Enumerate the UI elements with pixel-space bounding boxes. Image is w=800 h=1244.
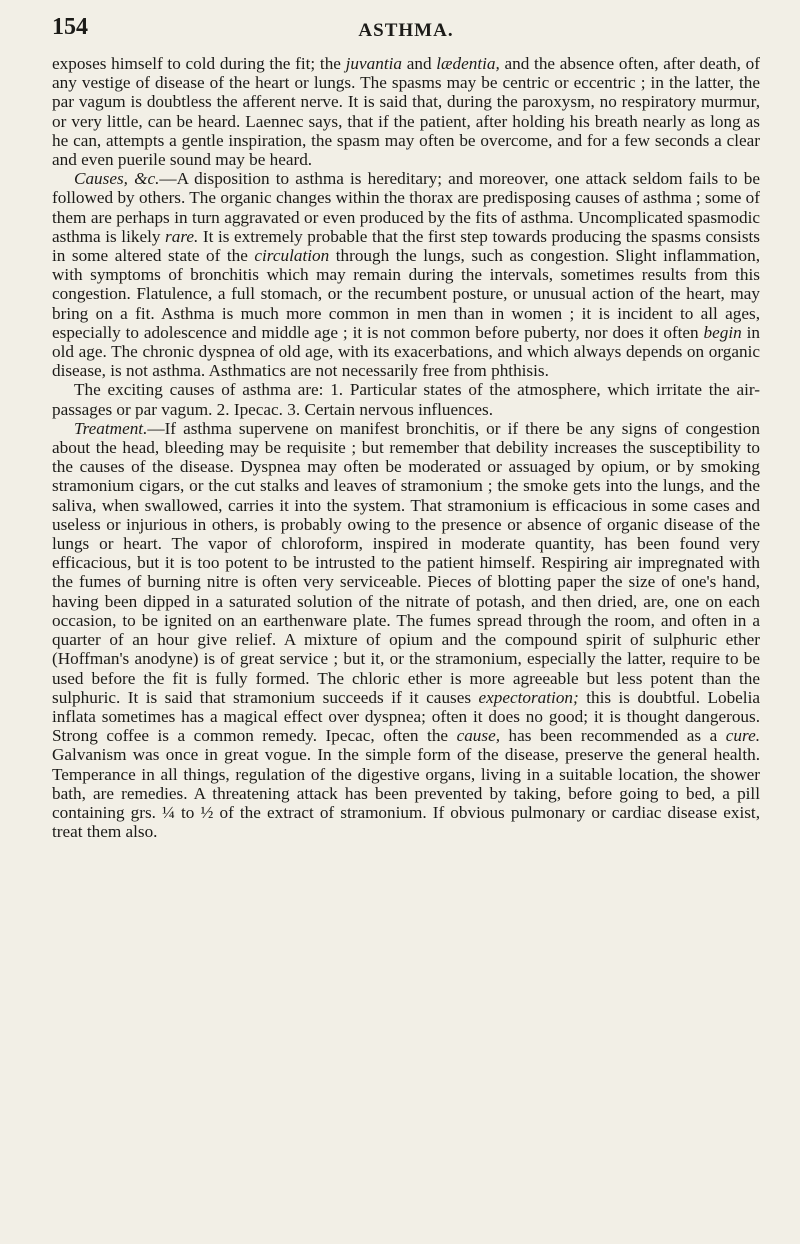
- treatment-heading: Treatment.: [74, 418, 148, 438]
- paragraph-causes: Causes, &c.—A disposition to asthma is hereditary; and moreover, one attack seldom fails to be followed by others. The organic changes within the thorax are predisposing causes of asthma ; some of them are perhaps in turn aggravated or even produced by the fits of asthma. Uncomplicated spasmodic asthma is likely rare. It is extremely probable that the first step towards producing the spasms consists in some altered state of the circulation through the lungs, such as congestion. Slight inflammation, with symptoms of bronchitis which may remain during the intervals, sometimes results from this congestion. Flatulence, a full stomach, or the recumbent posture, or unusual action of the heart, may bring on a fit. Asthma is much more common in men than in women ; it is incident to all ages, especially to adolescence and middle age ; it is not common before puberty, nor does it often begin in old age. The chronic dyspnea of old age, with its exacerbations, and which always depends on organic disease, is not asthma. Asthmatics are not necessarily free from phthisis.: [52, 169, 761, 381]
- paragraph-treatment: Treatment.—If asthma supervene on manifest bronchitis, or if there be any signs of congestion about the head, bleeding may be requisite ; but remember that debility increases the susceptibility to the causes of the disease. Dyspnea may often be moderated or assuaged by opium, or by smoking stramonium cigars, or the cut stalks and leaves of stramonium ; the smoke gets into the lungs, and the saliva, when swallowed, carries it into the system. That stramonium is efficacious in some cases and useless or injurious in others, is probably owing to the presence or absence of organic disease of the lungs or heart. The vapor of chloroform, inspired in moderate quantity, has been found very efficacious, but it is too potent to be intrusted to the patient himself. Respiring air impregnated with the fumes of burning nitre is often very serviceable. Pieces of blotting paper the size of one's hand, having been dipped in a saturated solution of the nitrate of potash, and then dried, are, one on each occasion, to be ignited on an earthenware plate. The fumes spread through the room, and often in a quarter of an hour give relief. A mixture of opium and the compound spirit of sulphuric ether (Hoffman's anodyne) is of great service ; but it, or the stramonium, especially the latter, require to be used before the fit is fully formed. The chloric ether is more agreeable but less potent than the sulphuric. It is said that stramonium succeeds if it causes expectoration; this is doubtful. Lobelia inflata sometimes has a magical effect over dyspnea; often it does no good; it is thought dangerous. Strong coffee is a common remedy. Ipecac, often the cause, has been recommended as a cure. Galvanism was once in great vogue. In the simple form of the disease, preserve the general health. Temperance in all things, regulation of the digestive organs, living in a suitable location, the shower bath, are remedies. A threatening attack has been prevented by taking, before going to bed, a pill containing grs. ¼ to ½ of the extract of stramonium. If obvious pulmonary or cardiac disease exist, treat them also.: [52, 418, 760, 842]
- causes-heading: Causes, &c.: [74, 169, 160, 189]
- paragraph-exciting-causes: The exciting causes of asthma are: 1. Particular states of the atmosphere, which irritate the air-passages or par vagum. 2. Ipecac. 3. Certain nervous influences.: [52, 380, 760, 419]
- paragraph-symptoms: exposes himself to cold during the fit; the juvantia and lædentia, and the absence often, after death, of any vestige of disease of the heart or lungs. The spasms may be centric or eccentric ; in the latter, the par vagum is doubtless the afferent nerve. It is said that, during the paroxysm, no respiratory murmur, or very little, can be heard. Laennec says, that if the patient, after holding his breath nearly as long as he can, attempts a gentle inspiration, the spasm may often be overcome, and for a few seconds a clear and even puerile sound may be heard.: [52, 54, 760, 170]
- body-text: [52, 54, 760, 841]
- page-header: [52, 14, 760, 54]
- running-title: ASTHMA.: [358, 20, 454, 41]
- page-number: 154: [52, 14, 88, 40]
